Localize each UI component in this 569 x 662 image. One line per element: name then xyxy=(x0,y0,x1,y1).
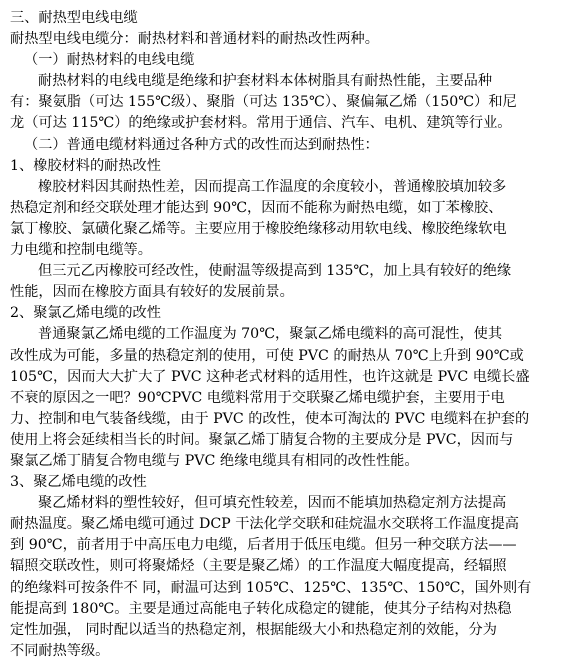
subsection-heading-heat-resistant-materials: （一）耐热材料的电线电缆 xyxy=(24,52,195,69)
paragraph-line: 力、控制和电气装备线缆，由于 PVC 的改性，使本可淘汰的 PVC 电缆料在护套的 xyxy=(10,410,530,427)
paragraph-line: 橡胶材料因其耐热性差，因而提高工作温度的余度较小，普通橡胶填加较多 xyxy=(38,178,507,195)
item-heading-rubber: 1、橡胶材料的耐热改性 xyxy=(10,157,161,174)
section-title: 三、耐热型电线电缆 xyxy=(10,10,138,26)
paragraph-line: 的绝缘料可按条件不 同，耐温可达到 105℃、125℃、135℃、150℃，国外则有 xyxy=(10,579,532,596)
paragraph-line: 使用上将会延续相当长的时间。聚氯乙烯丁腈复合物的主要成分是 PVC，因而与 xyxy=(10,431,514,448)
paragraph-line: 辐照交联改性，则可将聚烯烃（主要是聚乙烯）的工作温度大幅度提高，经辐照 xyxy=(10,558,507,575)
intro-line: 耐热型电线电缆分：耐热材料和普通材料的耐热改性两种。 xyxy=(10,31,379,48)
paragraph-line: 龙（可达 115℃）的绝缘或护套材料。常用于通信、汽车、电机、建筑等行业。 xyxy=(10,115,512,132)
subsection-heading-modification: （二）普通电缆材料通过各种方式的改性而达到耐热性： xyxy=(24,136,379,153)
paragraph-line: 普通聚氯乙烯电缆的工作温度为 70℃，聚氯乙烯电缆料的高可混性，使其 xyxy=(38,326,503,343)
paragraph-line: 热稳定剂和经交联处理才能达到 90℃，因而不能称为耐热电缆，如丁苯橡胶、 xyxy=(10,199,503,216)
paragraph-line: 力电缆和控制电缆等。 xyxy=(10,242,152,259)
paragraph-line: 耐热材料的电线电缆是绝缘和护套材料本体树脂具有耐热性能，主要品种 xyxy=(38,73,493,90)
paragraph-line: 不衰的原因之一吧？90℃PVC 电缆料常用于交联聚乙烯电缆护套，主要用于电 xyxy=(10,389,505,406)
paragraph-line: 聚氯乙烯丁腈复合物电缆与 PVC 绝缘电缆具有相同的改性性能。 xyxy=(10,452,419,469)
paragraph-line: 能提高到 180℃。主要是通过高能电子转化成稳定的键能，使其分子结构对热稳 xyxy=(10,600,512,617)
paragraph-line: 不同耐热等级。 xyxy=(10,642,110,659)
item-heading-pvc: 2、聚氯乙烯电缆的改性 xyxy=(10,305,161,322)
paragraph-line: 氯丁橡胶、氯磺化聚乙烯等。主要应用于橡胶绝缘移动用软电线、橡胶绝缘软电 xyxy=(10,220,507,237)
paragraph-line: 到 90℃，前者用于中高压电力电缆，后者用于低压电缆。但另一种交联方法—— xyxy=(10,537,517,554)
paragraph-line: 有：聚氨脂（可达 155℃级）、聚脂（可达 135℃）、聚偏氟乙烯（150℃）和尼 xyxy=(10,94,517,111)
paragraph-line: 聚乙烯材料的塑性较好，但可填充性较差，因而不能填加热稳定剂方法提高 xyxy=(38,495,507,512)
paragraph-line: 性能，因而在橡胶方面具有较好的发展前景。 xyxy=(10,284,294,301)
paragraph-line: 改性成为可能，多量的热稳定剂的使用，可使 PVC 的耐热从 70℃上升到 90℃或 xyxy=(10,347,524,364)
paragraph-line: 但三元乙丙橡胶可经改性，使耐温等级提高到 135℃，加上具有较好的绝缘 xyxy=(38,263,512,280)
item-heading-polyethylene: 3、聚乙烯电缆的改性 xyxy=(10,474,147,491)
paragraph-line: 105℃，因而大大扩大了 PVC 这种老式材料的适用性，也许这就是 PVC 电缆长盛 xyxy=(10,368,530,385)
paragraph-line: 定性加强， 同时配以适当的热稳定剂，根据能级大小和热稳定剂的效能，分为 xyxy=(10,621,497,638)
paragraph-line: 耐热温度。聚乙烯电缆可通过 DCP 干法化学交联和硅烷温水交联将工作温度提高 xyxy=(10,516,519,533)
